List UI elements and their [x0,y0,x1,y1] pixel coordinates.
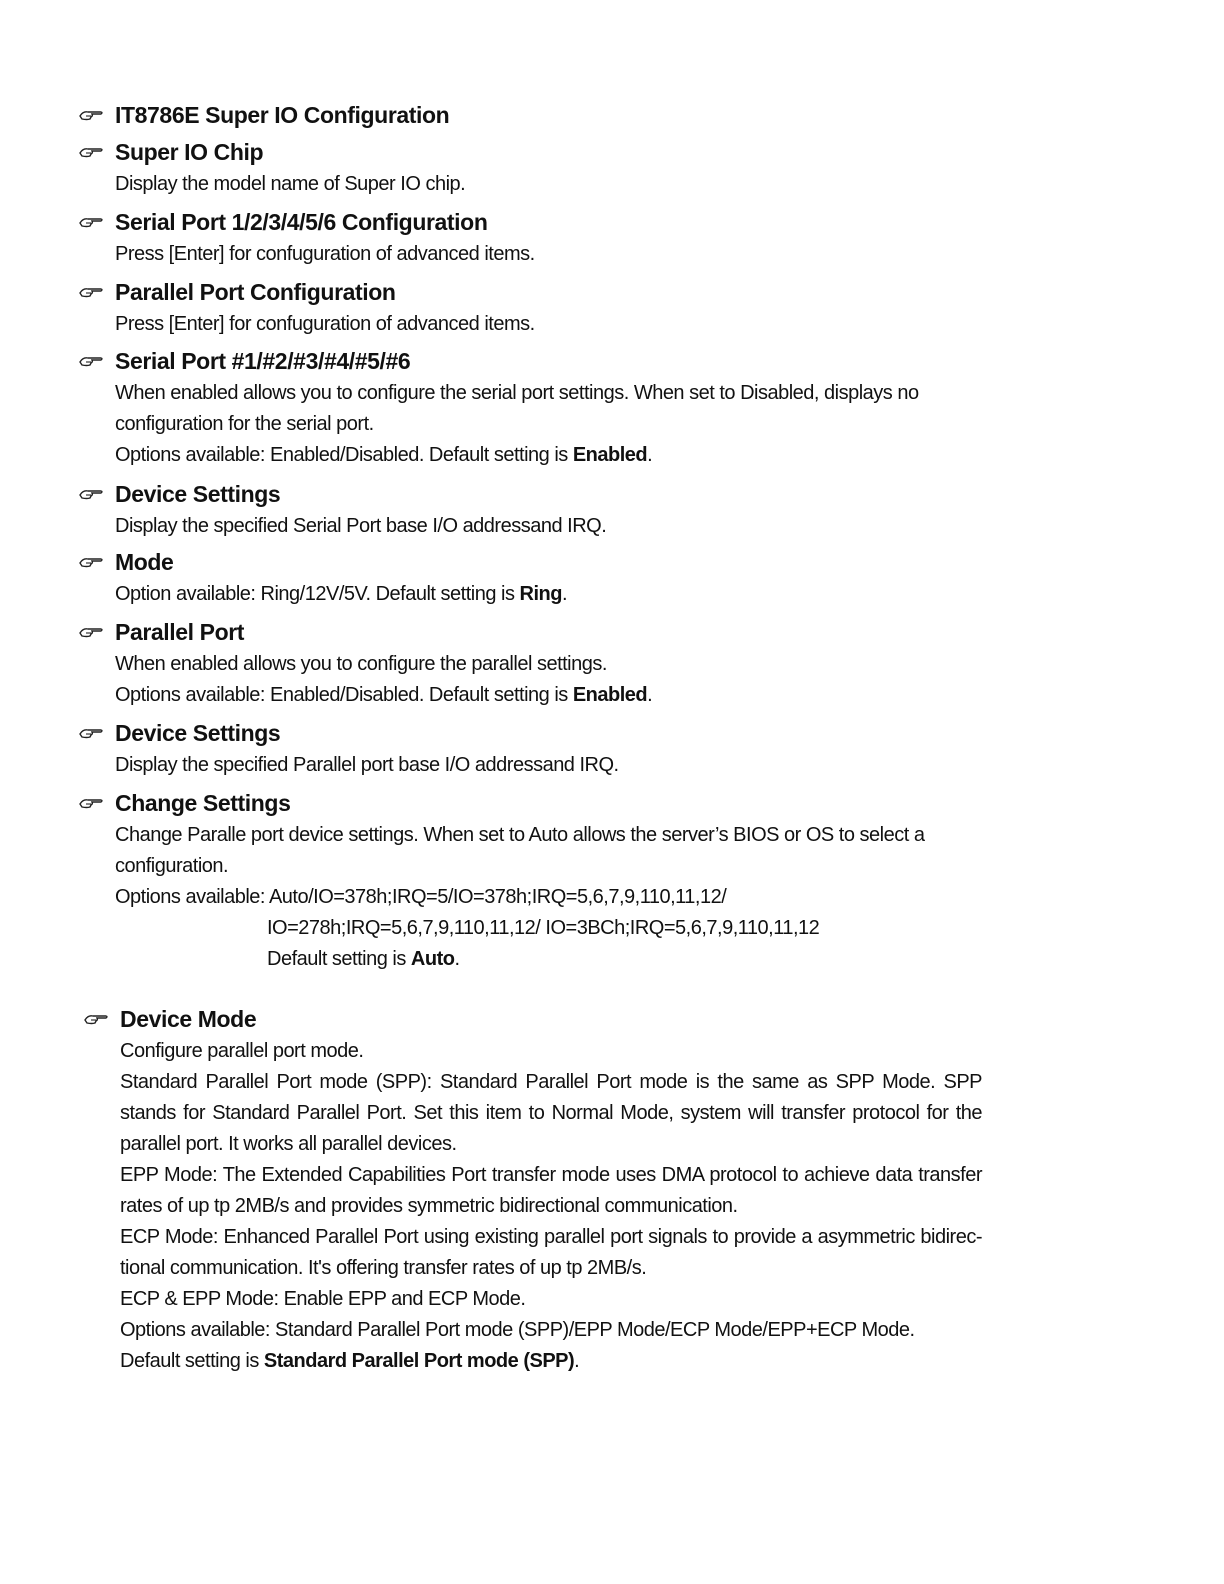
default-line: Default setting is Standard Parallel Port mode (SPP). [120,1350,580,1372]
section-title: Serial Port #1/#2/#3/#4/#5/#6 [115,347,411,374]
section-change-settings [78,786,998,975]
section-title: Device Settings [115,719,281,746]
pointing-hand-icon [78,555,104,569]
options-line: Options available: Auto/IO=378h;IRQ=5/IO=378h;IRQ=5,6,7,9,110,11,12/ [115,886,727,908]
default-line: Default setting is Auto. [267,948,460,970]
section-description: Configure parallel port mode. [120,1040,364,1062]
pointing-hand-icon [78,354,104,368]
section-title: Device Settings [115,480,281,507]
section-super-io-chip [78,135,998,200]
options-line: IO=278h;IRQ=5,6,7,9,110,11,12/ IO=3BCh;IRQ=5,6,7,9,110,11,12 [267,917,820,939]
section-paragraph: ECP Mode: Enhanced Parallel Port using existing parallel port signals to provide a asymmetric bidirec-tional communication. It's offering transfer rates of up tp 2MB/s. [120,1226,982,1279]
default-value: Standard Parallel Port mode (SPP) [263,1350,575,1372]
default-value: Enabled [572,444,648,466]
section-title: Mode [115,548,174,575]
pointing-hand-icon [78,285,104,299]
section-description: Change Paralle port device settings. When set to Auto allows the server’s BIOS or OS to select a [115,824,925,846]
section-paragraph: Standard Parallel Port mode (SPP): Standard Parallel Port mode is the same as SPP Mode. SPP stands for Standard Parallel Port. Set this item to Normal Mode, system will transfer protocol for the parallel port. It works all parallel devices. [120,1071,982,1155]
options-line: Options available: Enabled/Disabled. Default setting is Enabled. [115,444,653,466]
section-description: configuration for the serial port. [115,413,374,435]
section-title: Parallel Port [115,618,245,645]
default-value: Ring [519,583,562,605]
section-parallel-device-settings [78,716,998,781]
section-title: Change Settings [115,789,291,816]
section-description: When enabled allows you to configure the serial port settings. When set to Disabled, displays no [115,382,919,404]
section-description: configuration. [115,855,229,877]
section-title: Serial Port 1/2/3/4/5/6 Configuration [115,208,488,235]
section-description: Display the model name of Super IO chip. [115,173,466,195]
section-description: ECP & EPP Mode: Enable EPP and ECP Mode. [120,1288,526,1310]
section-title: Device Mode [120,1005,257,1032]
pointing-hand-icon [78,487,104,501]
pointing-hand-icon [78,625,104,639]
section-description: When enabled allows you to configure the parallel settings. [115,653,607,675]
section-mode [78,545,998,610]
section-it8786e [78,98,998,132]
section-title: Super IO Chip [115,138,264,165]
options-line: Options available: Standard Parallel Port mode (SPP)/EPP Mode/ECP Mode/EPP+ECP Mode. [120,1319,915,1341]
pointing-hand-icon [78,796,104,810]
options-line: Options available: Enabled/Disabled. Default setting is Enabled. [115,684,653,706]
section-description: Press [Enter] for confuguration of advanced items. [115,313,535,335]
section-serial-device-settings [78,477,998,542]
section-serial-port-config [78,205,998,270]
section-paragraph: EPP Mode: The Extended Capabilities Port transfer mode uses DMA protocol to achieve data transfer rates of up tp 2MB/s and provides symmetric bidirectional communication. [120,1164,982,1217]
pointing-hand-icon [78,108,104,122]
default-value: Enabled [572,684,648,706]
pointing-hand-icon [83,1012,109,1026]
section-serial-port-enable [78,344,998,471]
options-line: Option available: Ring/12V/5V. Default setting is Ring. [115,583,568,605]
section-description: Press [Enter] for confuguration of advanced items. [115,243,535,265]
section-description: Display the specified Parallel port base I/O addressand IRQ. [115,754,619,776]
section-description: Display the specified Serial Port base I/O addressand IRQ. [115,515,607,537]
section-title: IT8786E Super IO Configuration [115,101,450,128]
section-title: Parallel Port Configuration [115,278,396,305]
section-device-mode [83,1002,1003,1377]
pointing-hand-icon [78,726,104,740]
section-parallel-port [78,615,998,711]
pointing-hand-icon [78,145,104,159]
section-parallel-port-config [78,275,998,340]
default-value: Auto [410,948,455,970]
pointing-hand-icon [78,215,104,229]
